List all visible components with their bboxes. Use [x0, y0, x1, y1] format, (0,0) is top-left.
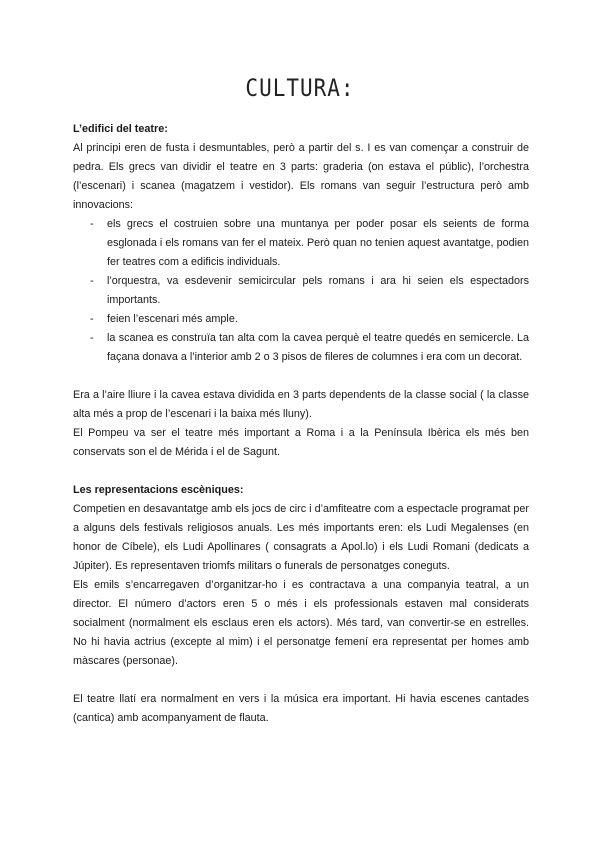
- section-heading-performances: Les representacions escèniques:: [73, 484, 244, 496]
- list-item: - els grecs el costruien sobre una muntanya per poder posar els seients de forma esglonada i els romans van fer el mateix. Però quan no tenien aquest avantatge, podien fer teatres com a edificis individuals.: [73, 215, 529, 272]
- bullet-list-innovations: [73, 215, 529, 367]
- spacer: [73, 462, 529, 481]
- list-item: - la scanea es construïa tan alta com la cavea perquè el teatre quedés en semicercle. La façana donava a l’interior amb 2 o 3 pisos de fileres de columnes i era com un decorat.: [73, 329, 529, 367]
- list-item: - feien l’escenari més ample.: [73, 310, 529, 329]
- list-item: - l’orquestra, va esdevenir semicircular pels romans i ara hi seien els espectadors importants.: [73, 272, 529, 310]
- paragraph-pompeu: El Pompeu va ser el teatre més important a Roma i a la Península Ibèrica els més ben conservats son el de Mérida i el de Sagunt.: [73, 427, 529, 458]
- paragraph-cavea: Era a l’aire lliure i la cavea estava dividida en 3 parts dependents de la classe social ( la classe alta més a prop de l’escenari i la baixa més lluny).: [73, 389, 529, 420]
- section-heading-building: L’edifici del teatre:: [73, 123, 168, 135]
- paragraph-music: El teatre llatí era normalment en vers i la música era important. Hi havia escenes cantades (cantica) amb acompanyament de flauta.: [73, 693, 529, 724]
- paragraph-building-intro: Al principi eren de fusta i desmuntables, però a partir del s. I es van començar a construir de pedra. Els grecs van dividir el teatre en 3 parts: graderia (on estava el públic), l’orchestra (l’escenari) i scanea (magatzem i vestidor). Els romans van seguir l’estructura però amb innovacions:: [73, 142, 529, 211]
- paragraph-actors: Els emils s’encarregaven d’organitzar-ho i es contractava a una companyia teatral, a un director. El número d’actors eren 5 o més i els professionals estaven mal considerats socialment (normalment els esclaus eren els actors). Més tard, van convertir-se en estrelles. No hi havia actrius (excepte al mim) i el personatge femení era representat per homes amb màscares (personae).: [73, 579, 529, 667]
- spacer: [73, 671, 529, 690]
- paragraph-festivals: Competien en desavantatge amb els jocs de circ i d’amfiteatre com a espectacle programat per a alguns dels festivals religiosos anuals. Les més importants eren: els Ludi Megalenses (en honor de Cíbele), els Ludi Apollinares ( consagrats a Apol.lo) i els Ludi Romani (dedicats a Júpiter). Es representaven triomfs militars o funerals de personatges coneguts.: [73, 503, 529, 572]
- spacer: [73, 367, 529, 386]
- document-body: [73, 120, 529, 728]
- page-title: CULTURA:: [245, 74, 355, 102]
